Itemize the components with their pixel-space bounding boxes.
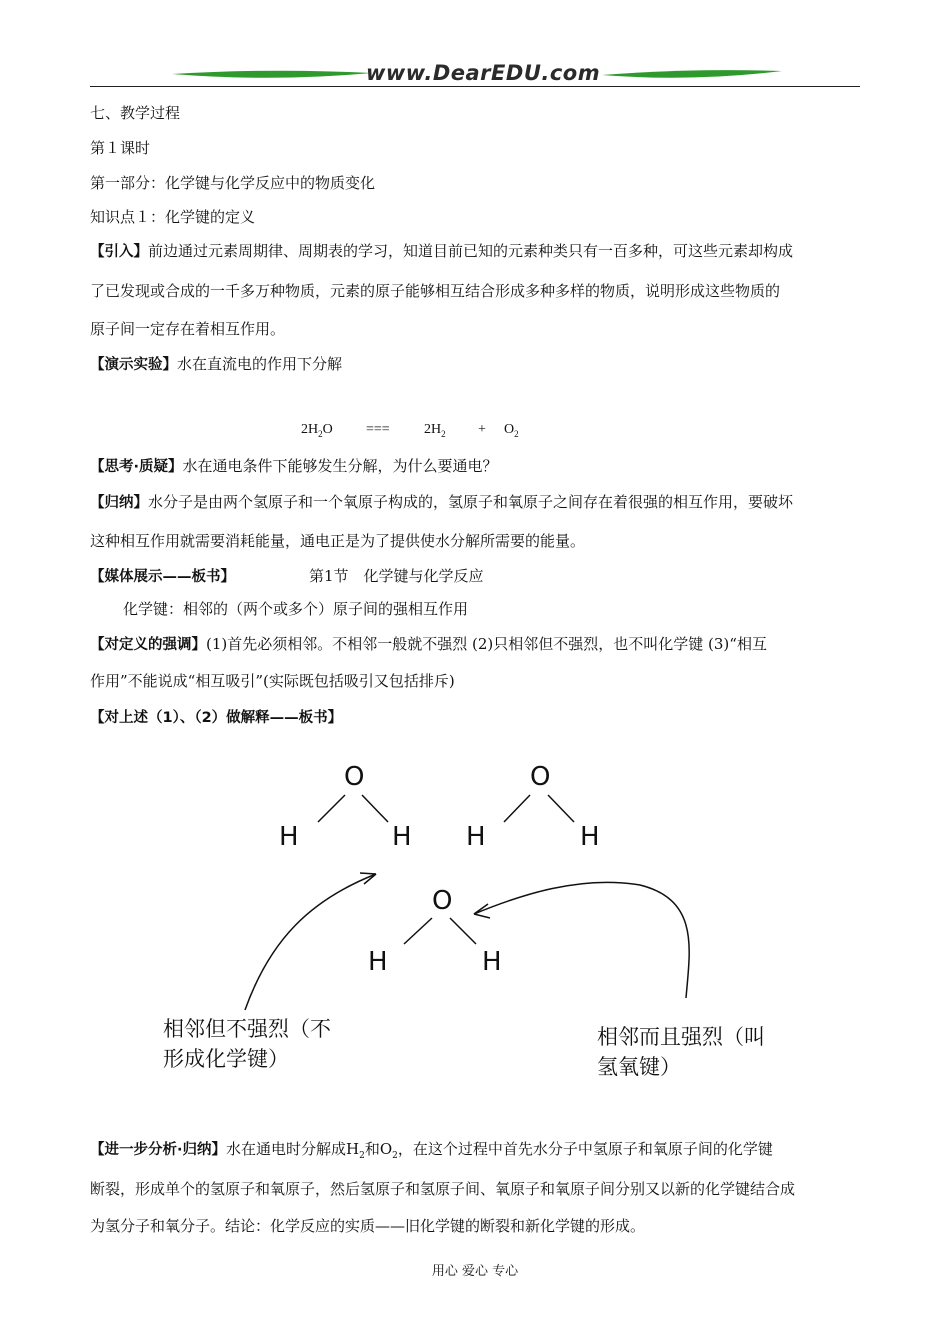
knowledge-point: 知识点１：化学键的定义 bbox=[90, 208, 256, 226]
summary-tag: 【归纳】 bbox=[90, 495, 148, 511]
note-right-line-2: 氢氧键） bbox=[597, 1055, 681, 1079]
molecule3-hydrogen-right: H bbox=[482, 947, 502, 977]
molecule1-hydrogen-left: H bbox=[279, 822, 299, 852]
think-line bbox=[90, 455, 860, 478]
emphasis-line-2: 作用”不能说成“相互吸引”(实际既包括吸引又包括排斥) bbox=[90, 672, 455, 690]
molecule3-oxygen: O bbox=[432, 886, 453, 916]
further-line-3: 为氢分子和氧分子。结论：化学反应的实质——旧化学键的断裂和新化学键的形成。 bbox=[90, 1217, 646, 1235]
note-left-line-1: 相邻但不强烈（不 bbox=[163, 1017, 331, 1041]
molecule2-hydrogen-left: H bbox=[466, 822, 486, 852]
demo-text: 水在直流电的作用下分解 bbox=[177, 355, 343, 373]
molecule2-oxygen: O bbox=[530, 762, 551, 792]
explain-tag: 【对上述（1）、（2）做解释——板书】 bbox=[90, 710, 343, 726]
brand-logo-text: www.DearEDU.com bbox=[366, 61, 601, 85]
further-text-1e: ，在这个过程中首先水分子中氢原子和氧原子间的化学键 bbox=[397, 1140, 773, 1158]
brand-swoosh-left bbox=[172, 68, 372, 82]
right-curved-arrow bbox=[474, 882, 689, 998]
think-tag: 【思考·质疑】 bbox=[90, 459, 183, 475]
summary-line-1 bbox=[90, 491, 860, 514]
emphasis-tag: 【对定义的强调】 bbox=[90, 637, 206, 653]
page-footer: 用心 爱心 专心 bbox=[431, 1264, 519, 1279]
explain-line bbox=[90, 706, 860, 729]
demo-line bbox=[90, 353, 860, 376]
molecule1-hydrogen-right: H bbox=[392, 822, 412, 852]
lesson-number: 第１课时 bbox=[90, 139, 151, 157]
definition-line: 化学键：相邻的（两个或多个）原子间的强相互作用 bbox=[123, 600, 469, 618]
left-arrow-head bbox=[360, 873, 376, 884]
emphasis-text-1: (1)首先必须相邻。不相邻一般就不强烈 (2)只相邻但不强烈，也不叫化学键 (3)“相互 bbox=[206, 635, 767, 653]
molecule2-bond-left bbox=[504, 795, 530, 822]
brand-swoosh-right bbox=[602, 68, 782, 82]
further-text-1a: 水在通电时分解成H bbox=[226, 1140, 360, 1158]
further-line-2: 断裂，形成单个的氢原子和氧原子，然后氢原子和氢原子间、氧原子和氧原子间分别又以新的化学键结合成 bbox=[90, 1180, 796, 1198]
eq-sign: === bbox=[366, 422, 390, 437]
note-right-line-1: 相邻而且强烈（叫 bbox=[597, 1025, 765, 1049]
molecule1-bond-right bbox=[362, 795, 388, 822]
right-arrow-head bbox=[474, 904, 490, 918]
section-heading: 七、教学过程 bbox=[90, 104, 181, 122]
further-line-1: 【进一步分析·归纳】水在通电时分解成$H_2$和$O_2$，在这个过程中首先水分子中氢原子和氧原子间的化学键 bbox=[90, 1140, 773, 1161]
molecule3-bond-right bbox=[450, 918, 476, 944]
part-heading: 第一部分：化学键与化学反应中的物质变化 bbox=[90, 174, 376, 192]
molecule3-hydrogen-left: H bbox=[368, 947, 388, 977]
header-rule bbox=[90, 86, 860, 87]
media-text: 第1节 化学键与化学反应 bbox=[309, 567, 484, 585]
molecule1-oxygen: O bbox=[344, 762, 365, 792]
eq-product-oxygen: $O_2$ bbox=[504, 422, 519, 439]
media-line bbox=[90, 565, 860, 588]
media-tag: 【媒体展示——板书】 bbox=[90, 569, 235, 585]
intro-paragraph-line-2: 了已发现或合成的一千多万种物质，元素的原子能够相互结合形成多种多样的物质，说明形成这些物质的 bbox=[90, 282, 781, 300]
emphasis-line-1 bbox=[90, 633, 860, 656]
eq-reactant: $2H_2O$ bbox=[301, 422, 333, 439]
intro-text-1: 前边通过元素周期律、周期表的学习，知道目前已知的元素种类只有一百多种，可这些元素却构成 bbox=[148, 242, 794, 260]
molecule3-bond-left bbox=[404, 918, 432, 944]
note-left-line-2: 形成化学键） bbox=[163, 1047, 289, 1071]
intro-paragraph-line-3: 原子间一定存在着相互作用。 bbox=[90, 320, 286, 338]
eq-plus: + bbox=[478, 422, 486, 437]
eq-product-hydrogen: $2H_2$ bbox=[424, 422, 446, 439]
molecule2-hydrogen-right: H bbox=[580, 822, 600, 852]
summary-line-2: 这种相互作用就需要消耗能量，通电正是为了提供使水分解所需要的能量。 bbox=[90, 532, 586, 550]
molecule1-bond-left bbox=[318, 795, 345, 822]
further-tag: 【进一步分析·归纳】 bbox=[90, 1142, 227, 1158]
think-text: 水在通电条件下能够发生分解，为什么要通电？ bbox=[182, 457, 498, 475]
intro-tag: 【引入】 bbox=[90, 244, 148, 260]
page-header bbox=[90, 58, 860, 92]
intro-paragraph-line-1 bbox=[90, 240, 860, 263]
demo-tag: 【演示实验】 bbox=[90, 357, 177, 373]
left-curved-arrow bbox=[245, 874, 376, 1010]
summary-text-1: 水分子是由两个氢原子和一个氧原子构成的，氢原子和氧原子之间存在着很强的相互作用，要破坏 bbox=[148, 493, 794, 511]
molecule2-bond-right bbox=[548, 795, 574, 822]
